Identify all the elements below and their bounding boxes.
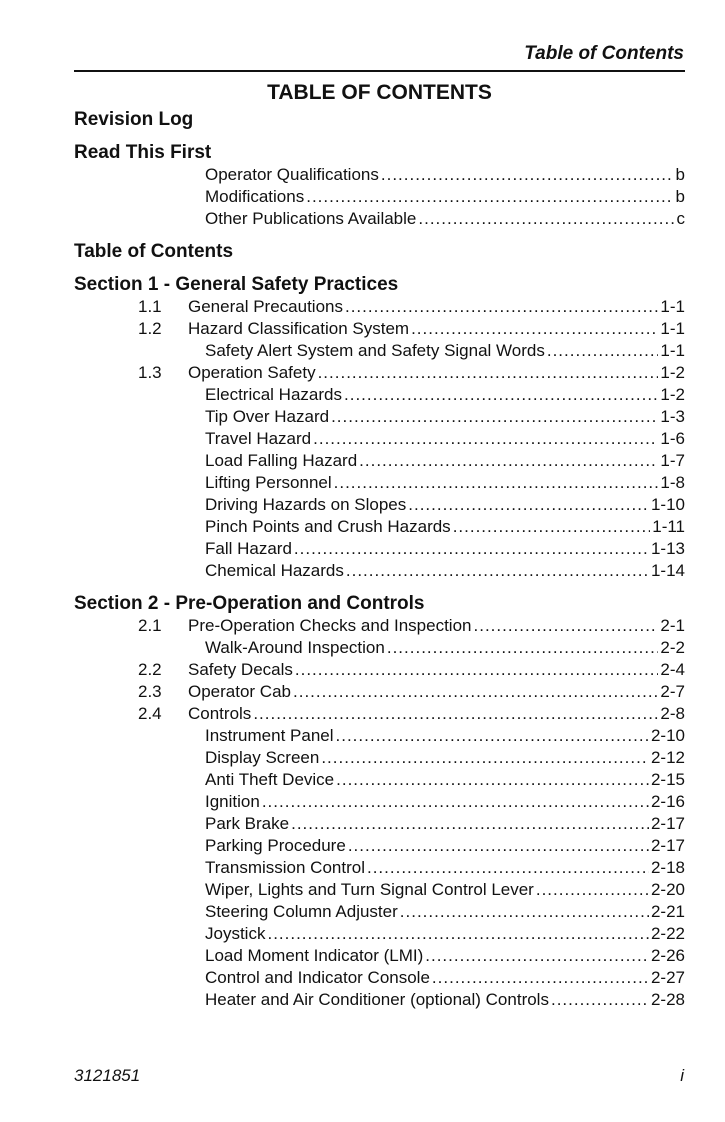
toc-subentry[interactable] — [74, 450, 685, 472]
toc-entry-page: 1-10 — [650, 495, 685, 514]
toc-entry-title: Chemical Hazards — [205, 561, 344, 580]
toc-entry[interactable] — [74, 681, 685, 703]
dot-leader — [547, 340, 659, 362]
toc-entry-page: 2-27 — [650, 968, 685, 987]
toc-entry-page: c — [676, 209, 685, 228]
dot-leader — [432, 967, 649, 989]
toc-entry-page: 1-14 — [650, 561, 685, 580]
toc-subentry[interactable] — [74, 835, 685, 857]
dot-leader — [295, 659, 659, 681]
toc-entry-title: Operation Safety — [188, 363, 316, 382]
toc-entry-title: Transmission Control — [205, 858, 365, 877]
dot-leader — [411, 318, 658, 340]
toc-subentry[interactable] — [74, 637, 685, 659]
toc-entry-page: 1-1 — [660, 341, 685, 360]
toc-subentry[interactable] — [74, 813, 685, 835]
dot-leader — [387, 637, 659, 659]
toc-entry-page: 2-1 — [660, 616, 685, 635]
toc-entry-page: 2-15 — [650, 770, 685, 789]
toc-entry-number: 2.4 — [138, 704, 162, 723]
toc-entry[interactable] — [74, 703, 685, 725]
dot-leader — [291, 813, 649, 835]
toc-subentry[interactable] — [74, 406, 685, 428]
toc-entry-number: 2.1 — [138, 616, 162, 635]
toc-subentry[interactable] — [74, 879, 685, 901]
toc-entry-title: Park Brake — [205, 814, 290, 833]
toc-entry-title: Parking Procedure — [205, 836, 346, 855]
toc-section-heading[interactable]: Read This First — [74, 142, 212, 163]
toc-entry-title: Tip Over Hazard — [205, 407, 330, 426]
dot-leader — [474, 615, 659, 637]
toc-entry[interactable] — [74, 362, 685, 384]
dot-leader — [359, 450, 658, 472]
toc-entry-page: 2-2 — [660, 638, 685, 657]
toc-entry-page: 2-20 — [650, 880, 685, 899]
toc-entry-title: Control and Indicator Console — [205, 968, 430, 987]
toc-subentry[interactable] — [74, 945, 685, 967]
toc-entry-title: Wiper, Lights and Turn Signal Control Lever — [205, 880, 534, 899]
toc-entry-page: 1-3 — [660, 407, 685, 426]
toc-entry-page: 2-26 — [650, 946, 685, 965]
toc-entry-page: 1-7 — [660, 451, 685, 470]
toc-subentry[interactable] — [74, 747, 685, 769]
dot-leader — [321, 747, 649, 769]
toc-entry-number: 2.3 — [138, 682, 162, 701]
dot-leader — [408, 494, 649, 516]
toc-entry-title: Display Screen — [205, 748, 320, 767]
toc-subentry[interactable] — [74, 186, 685, 208]
toc-entry-title: Modifications — [205, 187, 305, 206]
toc-subentry[interactable] — [74, 967, 685, 989]
dot-leader — [400, 901, 649, 923]
toc-subentry[interactable] — [74, 725, 685, 747]
toc-entry-title: Driving Hazards on Slopes — [205, 495, 407, 514]
dot-leader — [293, 681, 658, 703]
dot-leader — [346, 560, 649, 582]
toc-subentry[interactable] — [74, 472, 685, 494]
footer-page-number: i — [680, 1066, 684, 1085]
toc-subentry[interactable] — [74, 516, 685, 538]
toc-subentry[interactable] — [74, 428, 685, 450]
dot-leader — [425, 945, 649, 967]
toc-entry-title: Other Publications Available — [205, 209, 417, 228]
toc-entry-number: 1.1 — [138, 297, 162, 316]
toc-entry[interactable] — [74, 659, 685, 681]
toc-entry-title: Instrument Panel — [205, 726, 334, 745]
toc-entry[interactable] — [74, 615, 685, 637]
toc-section-heading[interactable]: Revision Log — [74, 109, 194, 130]
toc-subentry[interactable] — [74, 857, 685, 879]
toc-entry-page: 1-6 — [660, 429, 685, 448]
toc-entry-title: Load Falling Hazard — [205, 451, 358, 470]
toc-section-heading[interactable]: Section 1 - General Safety Practices — [74, 274, 399, 295]
dot-leader — [306, 186, 673, 208]
toc-entry-title: Hazard Classification System — [188, 319, 410, 338]
toc-entry-page: b — [675, 187, 685, 206]
toc-section-heading[interactable]: Section 2 - Pre-Operation and Controls — [74, 593, 425, 614]
toc-entry-title: Pinch Points and Crush Hazards — [205, 517, 451, 536]
toc-entry-page: 2-7 — [660, 682, 685, 701]
toc-subentry[interactable] — [74, 384, 685, 406]
toc-entry-page: 2-8 — [660, 704, 685, 723]
toc-subentry[interactable] — [74, 340, 685, 362]
toc-entry-page: 1-2 — [660, 385, 685, 404]
dot-leader — [348, 835, 649, 857]
toc-section-heading[interactable]: Table of Contents — [74, 241, 234, 262]
dot-leader — [318, 362, 659, 384]
toc-entry-page: 2-22 — [650, 924, 685, 943]
toc-entry-title: Safety Decals — [188, 660, 293, 679]
toc-list — [74, 109, 685, 1011]
toc-entry-page: 2-10 — [650, 726, 685, 745]
toc-subentry[interactable] — [74, 494, 685, 516]
toc-entry-title: Electrical Hazards — [205, 385, 342, 404]
dot-leader — [267, 923, 649, 945]
dot-leader — [367, 857, 649, 879]
toc-entry-page: b — [675, 165, 685, 184]
toc-entry-page: 2-16 — [650, 792, 685, 811]
toc-entry-page: 2-18 — [650, 858, 685, 877]
dot-leader — [536, 879, 649, 901]
toc-entry-title: Fall Hazard — [205, 539, 292, 558]
running-head: Table of Contents — [524, 43, 684, 64]
toc-entry-page: 1-1 — [660, 297, 685, 316]
dot-leader — [331, 406, 658, 428]
toc-entry-number: 1.2 — [138, 319, 162, 338]
dot-leader — [345, 296, 658, 318]
toc-entry-title: Walk-Around Inspection — [205, 638, 385, 657]
dot-leader — [313, 428, 658, 450]
toc-entry-number: 1.3 — [138, 363, 162, 382]
toc-entry-title: Steering Column Adjuster — [205, 902, 398, 921]
toc-entry-title: Heater and Air Conditioner (optional) Controls — [205, 990, 549, 1009]
toc-entry-title: Safety Alert System and Safety Signal Words — [205, 341, 545, 360]
toc-entry-page: 1-8 — [660, 473, 685, 492]
dot-leader — [336, 725, 649, 747]
toc-subentry[interactable] — [74, 923, 685, 945]
toc-entry[interactable] — [74, 318, 685, 340]
dot-leader — [344, 384, 658, 406]
dot-leader — [418, 208, 674, 230]
toc-entry-page: 2-28 — [650, 990, 685, 1009]
toc-entry-page: 2-12 — [650, 748, 685, 767]
page-title: TABLE OF CONTENTS — [267, 81, 492, 104]
toc-subentry[interactable] — [74, 560, 685, 582]
toc-subentry[interactable] — [74, 901, 685, 923]
toc-subentry[interactable] — [74, 208, 685, 230]
toc-entry-title: Lifting Personnel — [205, 473, 332, 492]
toc-entry-title: Pre-Operation Checks and Inspection — [188, 616, 472, 635]
toc-subentry[interactable] — [74, 989, 685, 1011]
header-rule — [74, 70, 685, 72]
toc-subentry[interactable] — [74, 769, 685, 791]
toc-entry-page: 1-1 — [660, 319, 685, 338]
toc-entry-title: Load Moment Indicator (LMI) — [205, 946, 424, 965]
toc-entry[interactable] — [74, 296, 685, 318]
dot-leader — [262, 791, 649, 813]
dot-leader — [294, 538, 649, 560]
toc-subentry[interactable] — [74, 791, 685, 813]
toc-entry-page: 2-17 — [650, 836, 685, 855]
toc-entry-number: 2.2 — [138, 660, 162, 679]
toc-entry-page: 2-4 — [660, 660, 685, 679]
toc-entry-page: 1-11 — [652, 517, 685, 536]
dot-leader — [336, 769, 649, 791]
toc-entry-title: Travel Hazard — [205, 429, 312, 448]
toc-subentry[interactable] — [74, 538, 685, 560]
toc-entry-page: 2-17 — [650, 814, 685, 833]
dot-leader — [253, 703, 658, 725]
dot-leader — [381, 164, 674, 186]
toc-entry-title: Ignition — [205, 792, 260, 811]
toc-entry-page: 1-13 — [650, 539, 685, 558]
dot-leader — [453, 516, 651, 538]
toc-entry-page: 2-21 — [650, 902, 685, 921]
toc-entry-page: 1-2 — [660, 363, 685, 382]
toc-entry-title: General Precautions — [188, 297, 343, 316]
toc-subentry[interactable] — [74, 164, 685, 186]
dot-leader — [334, 472, 659, 494]
toc-entry-title: Operator Cab — [188, 682, 291, 701]
dot-leader — [551, 989, 649, 1011]
toc-entry-title: Operator Qualifications — [205, 165, 379, 184]
toc-entry-title: Controls — [188, 704, 252, 723]
toc-entry-title: Anti Theft Device — [205, 770, 335, 789]
toc-entry-title: Joystick — [205, 924, 266, 943]
footer-doc-number: 3121851 — [74, 1066, 141, 1085]
